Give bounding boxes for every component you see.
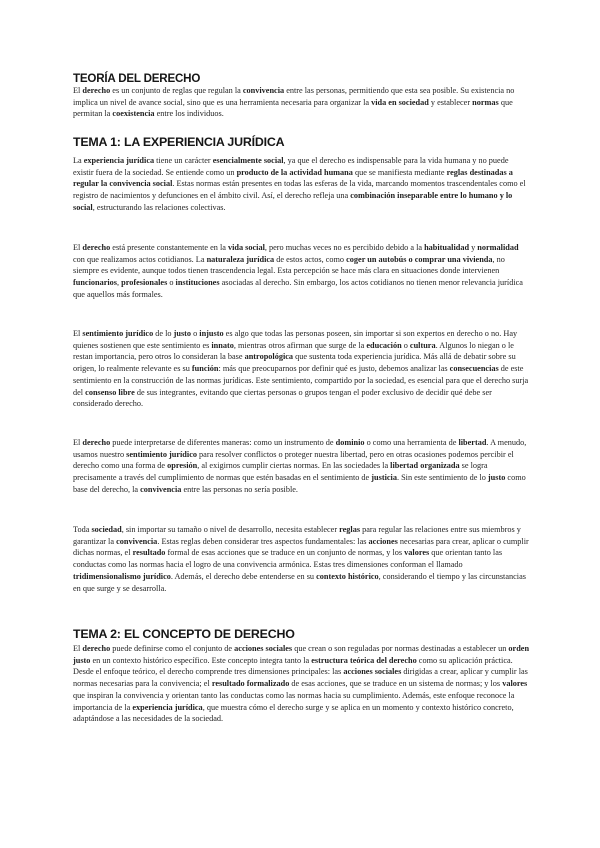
- text-run: ,: [117, 278, 122, 288]
- section-heading-tema-1: TEMA 1: LA EXPERIENCIA JURÍDICA: [73, 135, 285, 149]
- text-run: , considerando el tiempo y las circunstancias en que surge y se desarrolla.: [73, 571, 526, 593]
- text-run: que sustenta toda experiencia jurídica. Más allá de debatir sobre su origen, lo realmente relevante es su: [73, 352, 516, 374]
- text-run: es algo que todas las personas poseen, sin importar si son expertos en derecho o no. Hay quienes sostienen que este sentimiento es: [73, 329, 518, 350]
- bold-term: convivencia: [242, 86, 285, 95]
- text-run: que orientan tanto las conductas como las normas hacia el logro de una convivencia armónica. Estas tres dimensiones conforman el llamado: [73, 548, 503, 570]
- text-run: y establecer: [428, 97, 473, 107]
- text-run: dirigidas a crear, aplicar y cumplir las normas necesarias para la convivencia; el: [73, 667, 528, 689]
- bold-term: convivencia: [140, 484, 182, 494]
- text-run: que se manifiesta mediante: [352, 167, 447, 177]
- tema1-paragraph-4: [73, 437, 531, 496]
- bold-term: justo: [487, 473, 506, 483]
- bold-term: profesionales: [121, 278, 168, 288]
- bold-term: opresión: [167, 461, 198, 471]
- bold-term: dominio: [335, 438, 365, 447]
- text-run: tiene un carácter: [154, 156, 213, 165]
- text-run: . Además, el derecho debe entenderse en su: [170, 571, 317, 581]
- text-run: . A menudo, usamos nuestro: [73, 438, 527, 459]
- text-run: La: [73, 156, 84, 165]
- text-run: puede interpretarse de diferentes maneras: como un instrumento de: [110, 438, 336, 447]
- text-run: de sus integrantes, evitando que ciertas personas o grupos tengan el poder exclusivo de decidir qué debe ser considerado derecho.: [73, 387, 492, 409]
- bold-term: instituciones: [175, 278, 220, 288]
- bold-term: coexistencia: [112, 109, 155, 119]
- text-run: El: [73, 86, 83, 95]
- text-run: , ya que el derecho es indispensable para la vida humana y no puede existir fuera de la sociedad. Se entiende como un: [73, 156, 509, 177]
- bold-term: resultado: [132, 548, 166, 558]
- bold-term: injusto: [199, 329, 224, 338]
- tema2-paragraph-1: [73, 643, 531, 725]
- text-run: El: [73, 644, 83, 653]
- text-run: y: [469, 243, 478, 252]
- bold-term: sociedad: [91, 525, 122, 534]
- bold-term: sentimiento jurídico: [126, 449, 197, 459]
- bold-term: función: [191, 364, 219, 374]
- intro-paragraph: [73, 85, 531, 120]
- text-run: asociadas al derecho. Sin embargo, los actos cotidianos no tienen menor relevancia jurídica que aquellos más formales.: [73, 278, 523, 299]
- text-run: entre las personas, permitiendo que esta sea posible. Su existencia no implica un nivel de avance social, sino que es una herramienta necesaria para organizar la: [73, 86, 515, 107]
- bold-term: esencialmente social: [212, 156, 284, 165]
- bold-term: acciones: [368, 536, 398, 546]
- bold-term: producto de la actividad humana: [236, 167, 353, 177]
- tema1-paragraph-5: [73, 524, 531, 594]
- text-run: para resolver conflictos o proteger nuestra libertad, pero en otras ocasiones podemos percibir el derecho como una forma de: [73, 449, 514, 471]
- text-run: o como una herramienta de: [364, 438, 459, 447]
- bold-term: convivencia: [116, 536, 158, 546]
- text-run: o: [167, 278, 176, 288]
- bold-term: acciones sociales: [234, 644, 293, 653]
- bold-term: derecho: [82, 86, 111, 95]
- tema1-paragraph-2: [73, 242, 531, 301]
- text-run: de estos actos, como: [274, 254, 347, 264]
- text-run: de este sentimiento en la construcción de las normas jurídicas. Este sentimiento, compartido por la sociedad, es esencial para que el derecho surja del: [73, 364, 529, 397]
- text-run: como su aplicación práctica. Desde el enfoque teórico, el derecho comprende tres dimensiones principales: las: [73, 655, 513, 677]
- text-run: : más que preocuparnos por definir qué es justo, debemos analizar las: [218, 364, 450, 374]
- bold-term: acciones sociales: [343, 667, 402, 677]
- bold-term: contexto histórico: [316, 571, 379, 581]
- bold-term: orden justo: [73, 644, 530, 665]
- bold-term: innato: [211, 340, 234, 350]
- text-run: puede definirse como el conjunto de: [110, 644, 235, 653]
- text-run: . Estas normas están presentes en todas las esferas de la vida, marcando momentos trascendentales como el registro de nacimientos y defunciones en el ámbito civil. Así, el derecho refleja una: [73, 179, 526, 201]
- bold-term: libertad organizada: [390, 461, 460, 471]
- bold-term: sentimiento jurídico: [82, 329, 154, 338]
- bold-term: educación: [366, 340, 402, 350]
- bold-term: habitualidad: [424, 243, 470, 252]
- bold-term: reglas: [339, 525, 361, 534]
- tema1-paragraph-3: [73, 328, 531, 410]
- bold-term: estructura teórica del derecho: [311, 655, 417, 665]
- bold-term: vida social: [227, 243, 265, 252]
- text-run: El: [73, 243, 83, 252]
- text-run: que crean o son reguladas por normas destinadas a establecer un: [292, 644, 509, 653]
- text-run: está presente constantemente en la: [110, 243, 228, 252]
- text-run: , pero muchas veces no es percibido debido a la: [264, 243, 425, 252]
- text-run: . Estas reglas deben considerar tres aspectos fundamentales: las: [157, 536, 369, 546]
- text-run: o: [401, 340, 410, 350]
- text-run: como base del derecho, la: [73, 473, 526, 494]
- text-run: , que muestra cómo el derecho surge y se aplica en un momento y contexto histórico concreto, adaptándose a las necesidades de la sociedad.: [73, 702, 514, 724]
- text-run: con que realizamos actos cotidianos. La: [73, 254, 207, 264]
- bold-term: cultura: [409, 340, 436, 350]
- text-run: . Sin este sentimiento de lo: [396, 473, 488, 483]
- bold-term: valores: [502, 679, 528, 689]
- text-run: de lo: [153, 329, 174, 338]
- text-run: El: [73, 438, 83, 447]
- text-run: , mientras otros afirman que surge de la: [233, 340, 367, 350]
- bold-term: justicia: [371, 473, 397, 483]
- bold-term: derecho: [82, 243, 111, 252]
- text-run: Toda: [73, 525, 92, 534]
- text-run: entre los individuos.: [154, 109, 224, 119]
- bold-term: resultado formalizado: [211, 679, 290, 689]
- text-run: se logra precisamente a través del cumplimiento de normas que estén basadas en el sentimiento de: [73, 461, 488, 483]
- bold-term: consenso libre: [85, 387, 135, 397]
- bold-term: consecuencias: [449, 364, 499, 374]
- bold-term: derecho: [82, 438, 111, 447]
- bold-term: coger un autobús o comprar una vivienda: [346, 254, 493, 264]
- section-heading-tema-2: TEMA 2: EL CONCEPTO DE DERECHO: [73, 627, 295, 641]
- bold-term: naturaleza jurídica: [206, 254, 275, 264]
- bold-term: reglas destinadas a regular la convivencia social: [73, 167, 513, 189]
- text-run: necesarias para crear, aplicar o cumplir dichas normas, el: [73, 536, 529, 558]
- text-run: El: [73, 329, 83, 338]
- text-run: o: [191, 329, 200, 338]
- text-run: que permitan la: [73, 97, 513, 119]
- text-run: , no siempre es evidente, aunque todos tienen trascendencia legal. Esta percepción se hace más clara en situaciones donde intervienen: [73, 254, 505, 276]
- text-run: formal de esas acciones que se traduce en un conjunto de normas, y los: [165, 548, 405, 558]
- bold-term: antropológica: [244, 352, 294, 362]
- text-run: para regular las relaciones entre sus miembros y garantizar la: [73, 525, 521, 546]
- bold-term: funcionarios: [73, 278, 118, 288]
- bold-term: normas: [472, 97, 499, 107]
- text-run: , estructurando las relaciones colectivas.: [92, 202, 226, 212]
- bold-term: tridimensionalismo jurídico: [73, 571, 171, 581]
- text-run: es un conjunto de reglas que regulan la: [110, 86, 243, 95]
- text-run: , sin importar su tamaño o nivel de desarrollo, necesita establecer: [121, 525, 340, 534]
- bold-term: normalidad: [477, 243, 519, 252]
- bold-term: combinación inseparable entre lo humano y lo social: [73, 191, 513, 212]
- text-run: . Algunos lo niegan o le restan importancia, pero otros lo consideran la base: [73, 340, 514, 362]
- text-run: entre las personas no sería posible.: [181, 484, 298, 494]
- bold-term: vida en sociedad: [371, 97, 429, 107]
- bold-term: libertad: [458, 438, 487, 447]
- tema1-paragraph-1: [73, 155, 531, 214]
- bold-term: experiencia jurídica: [83, 156, 155, 165]
- text-run: en un contexto histórico específico. Este concepto integra tanto la: [90, 655, 312, 665]
- document-title: TEORÍA DEL DERECHO: [73, 72, 201, 85]
- bold-term: experiencia jurídica: [132, 702, 203, 712]
- bold-term: justo: [173, 329, 192, 338]
- bold-term: valores: [404, 548, 430, 558]
- text-run: de esas acciones, que se traduce en un sistema de normas; y los: [289, 679, 503, 689]
- text-run: que inspiran la convivencia y orientan tanto las conductas como las normas hacia su cumplimiento. Además, este enfoque reconoce la importancia de la: [73, 690, 515, 712]
- bold-term: derecho: [82, 644, 111, 653]
- text-run: , al exigirnos cumplir ciertas normas. En las sociedades la: [197, 461, 391, 471]
